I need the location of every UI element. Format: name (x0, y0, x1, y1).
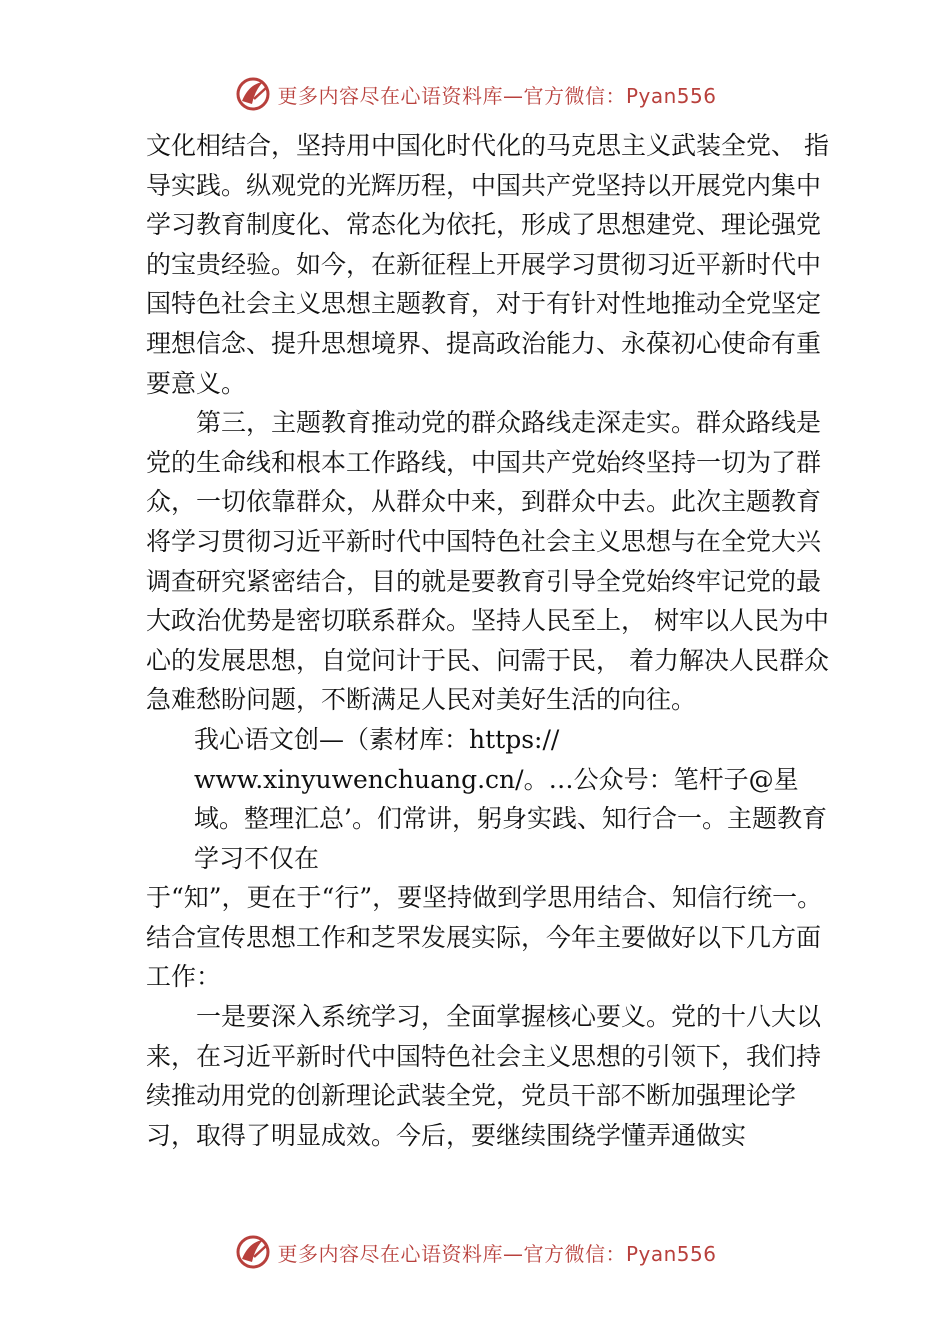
logo-icon (233, 1232, 273, 1272)
logo-icon (233, 74, 273, 114)
paragraph: 第三，主题教育推动党的群众路线走深走实。群众路线是党的生命线和根本工作路线，中国共产党始终坚持一切为了群众，一切依靠群众，从群众中来，到群众中去。此次主题教育将学习贯彻习近平新时代中国特色社会主义思想与在全党大兴调查研究紧密结合，目的就是要教育引导全党始终牢记党的最大政治优势是密切联系群众。坚持人民至上， 树牢以人民为中心的发展思想，自觉问计于民、问需于民， 着力解决人民群众急难愁盼问题，不断满足人民对美好生活的向往。 (146, 408, 829, 715)
paragraph-quote: 我心语文创—（素材库：https:// www.xinyuwenchuang.cn/。…公众号：笔杆子@星域。整理汇总’。们常讲，躬身实践、知行合一。主题教育学习不仅在 (194, 724, 827, 873)
banner-text: 更多内容尽在心语资料库—官方微信：Pyan556 (277, 1241, 717, 1266)
paragraph: 于“知”，更在于“行”，要坚持做到学思用结合、知信行统一。结合宣传思想工作和芝罘发展实际，今年主要做好以下几方面工作： (146, 883, 823, 992)
document-body (146, 126, 836, 1155)
footer-banner (0, 1230, 950, 1274)
paragraph: 一是要深入系统学习，全面掌握核心要义。党的十八大以来，在习近平新时代中国特色社会主义思想的引领下，我们持续推动用党的创新理论武装全党，党员干部不断加强理论学习，取得了明显成效。今后，要继续围绕学懂弄通做实 (146, 1002, 822, 1150)
paragraph: 文化相结合，坚持用中国化时代化的马克思主义武装全党、 指导实践。纵观党的光辉历程，中国共产党坚持以开展党内集中学习教育制度化、常态化为依托，形成了思想建党、理论强党的宝贵经验。如今，在新征程上开展学习贯彻习近平新时代中国特色社会主义思想主题教育，对于有针对性地推动全党坚定理想信念、提升思想境界、提高政治能力、永葆初心使命有重要意义。 (146, 131, 829, 398)
banner-text: 更多内容尽在心语资料库—官方微信：Pyan556 (277, 83, 717, 108)
header-banner (0, 72, 950, 116)
